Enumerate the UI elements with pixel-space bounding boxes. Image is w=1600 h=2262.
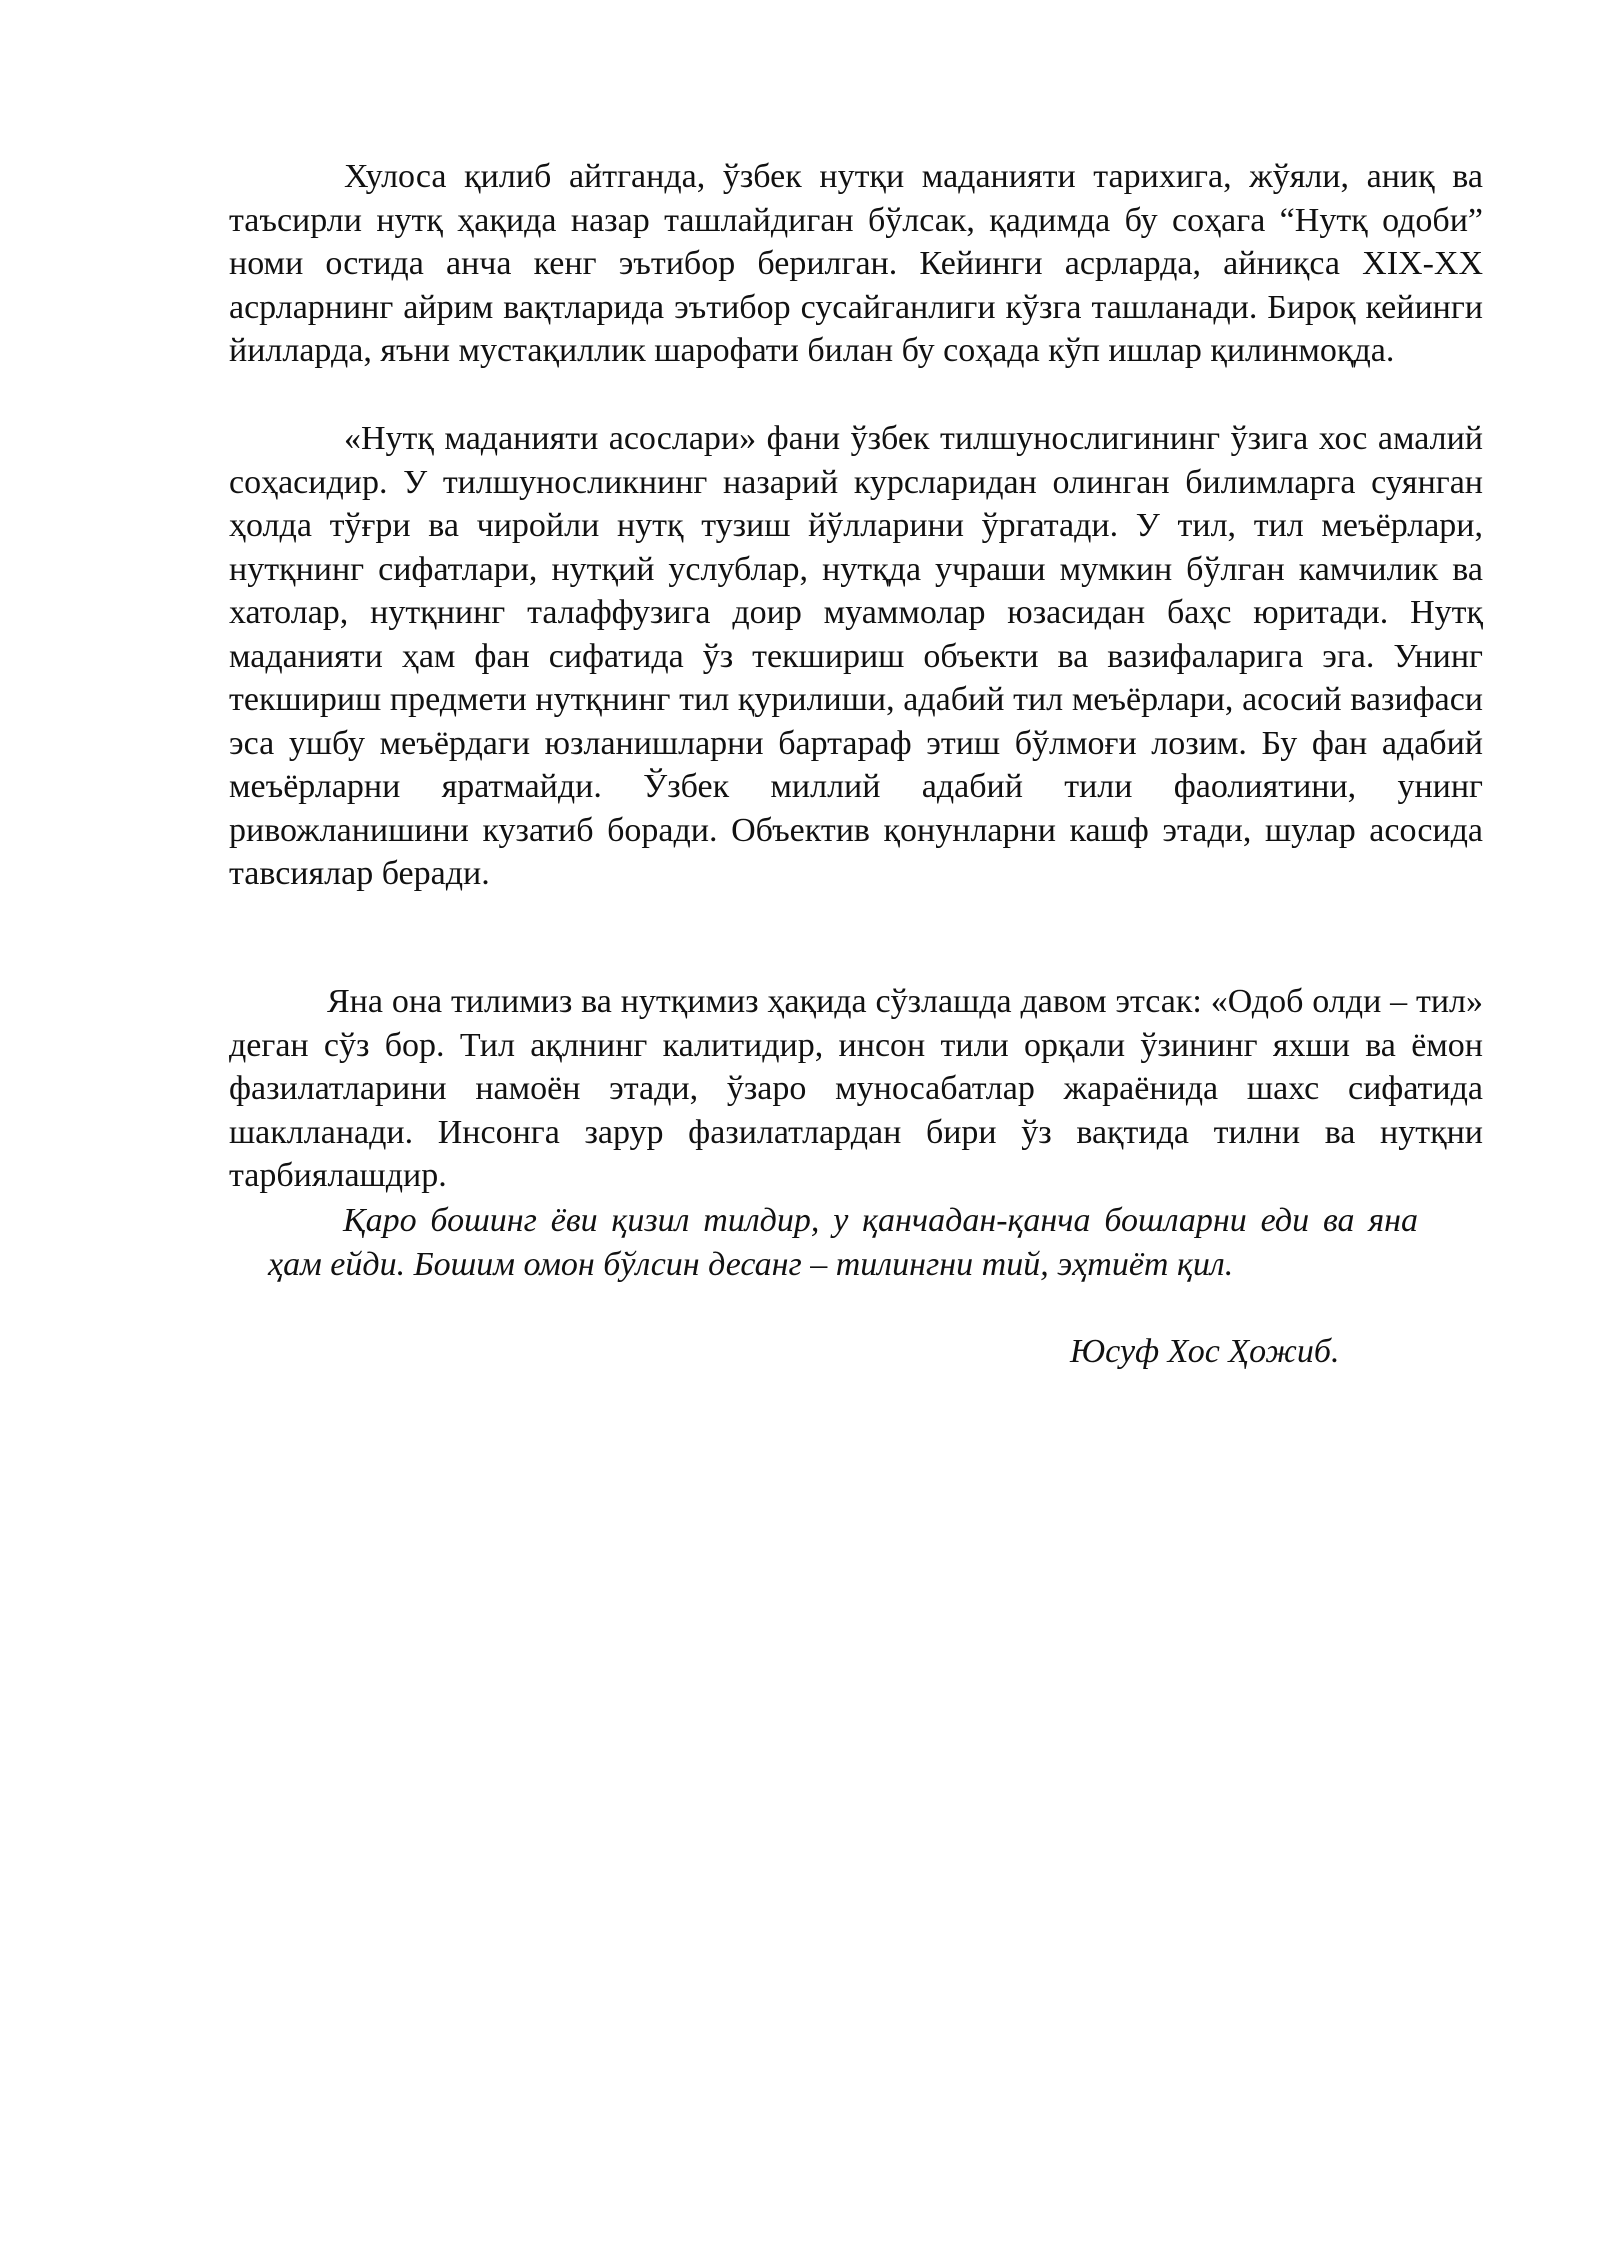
epigraph-quote: Қаро бошинг ёви қизил тилдир, у қанчадан-қанча бошларни еди ва яна ҳам ейди. Бошим омон бўлсин десанг – тилингни тий, эҳтиёт қил. xyxy=(268,1202,1418,1283)
quote-author: Юсуф Хос Ҳожиб. xyxy=(1070,1333,1340,1370)
paragraph-conclusion: Хулоса қилиб айтганда, ўзбек нутқи маданияти тарихига, жўяли, аниқ ва таъсирли нутқ ҳақида назар ташлайдиган бўлсак, қадимда бу соҳага “Нутқ одоби” номи остида анча кенг эътибор берилган. Кейинги асрларда, айниқса XIX-XX асрларнинг айрим вақтларида эътибор сусайганлиги кўзга ташланади. Бироқ кейинги йилларда, яъни мустақиллик шарофати билан бу соҳада кўп ишлар қилинмоқда. xyxy=(229,158,1483,369)
paragraph-native-language: Яна она тилимиз ва нутқимиз ҳақида сўзлашда давом этсак: «Одоб олди – тил» деган сўз бор. Тил ақлнинг калитидир, инсон тили орқали ўзининг яхши ва ёмон фазилатларини намоён этади, ўзаро муносабатлар жараёнида шахс сифатида шаклланади. Инсонга зарур фазилатлардан бири ўз вақтида тилни ва нутқни тарбиялашдир. xyxy=(229,983,1483,1194)
paragraph-speech-culture-subject: «Нутқ маданияти асослари» фани ўзбек тилшунослигининг ўзига хос амалий соҳасидир. У тилшуносликнинг назарий курсларидан олинган билимларга суянган ҳолда тўғри ва чиройли нутқ тузиш йўлларини ўргатади. У тил, тил меъёрлари, нутқнинг сифатлари, нутқий услублар, нутқда учраши мумкин бўлган камчилик ва хатолар, нутқнинг талаффузига доир муаммолар юзасидан баҳс юритади. Нутқ маданияти ҳам фан сифатида ўз текшириш объекти ва вазифаларига эга. Унинг текшириш предмети нутқнинг тил қурилиши, адабий тил меъёрлари, асосий вазифаси эса ушбу меъёрдаги юзланишларни бартараф этиш бўлмоғи лозим. Бу фан адабий меъёрларни яратмайди. Ўзбек миллий адабий тили фаолиятини, унинг ривожланишини кузатиб боради. Объектив қонунларни кашф этади, шулар асосида тавсиялар беради. xyxy=(229,420,1483,892)
